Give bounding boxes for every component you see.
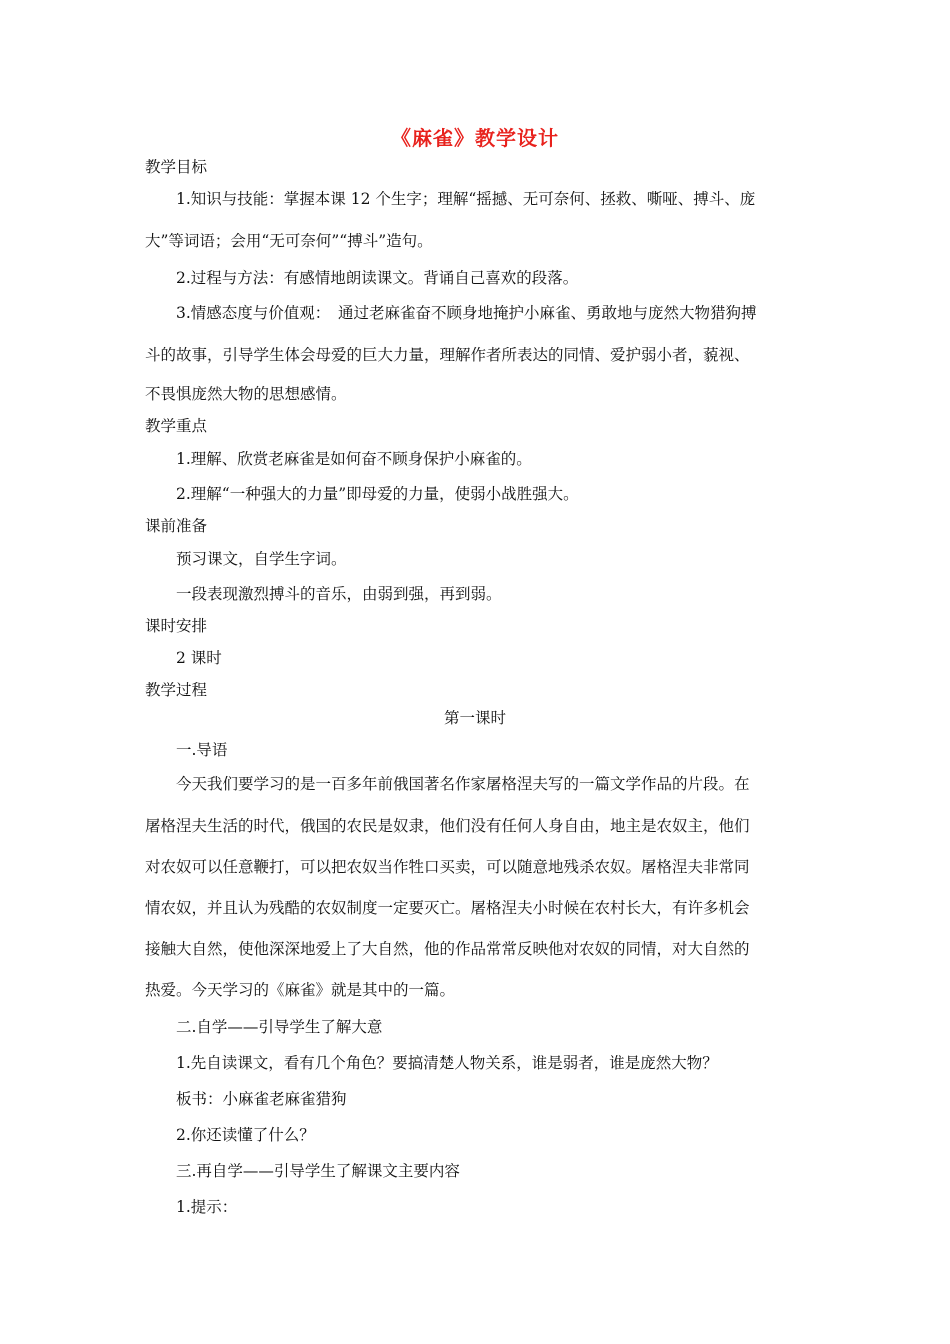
step-3-heading: 三.再自学——引导学生了解课文主要内容 xyxy=(176,1162,460,1180)
objective-3-line-1: 3.情感态度与价值观： 通过老麻雀奋不顾身地掩护小麻雀、勇敢地与庞然大物猎狗搏 xyxy=(176,304,757,322)
intro-paragraph-line-5: 接触大自然，使他深深地爱上了大自然，他的作品常常反映他对农奴的同情，对大自然的 xyxy=(145,940,750,958)
step-2-item-2: 2.你还读懂了什么？ xyxy=(176,1126,315,1144)
objective-3-line-2: 斗的故事，引导学生体会母爱的巨大力量，理解作者所表达的同情、爱护弱小者，藐视、 xyxy=(145,346,750,364)
schedule-value: 2 课时 xyxy=(176,649,222,667)
intro-paragraph-line-1: 今天我们要学习的是一百多年前俄国著名作家屠格涅夫写的一篇文学作品的片段。在 xyxy=(176,775,750,793)
objective-2: 2.过程与方法：有感情地朗读课文。背诵自己喜欢的段落。 xyxy=(176,269,579,287)
blackboard-note: 板书：小麻雀老麻雀猎狗 xyxy=(176,1090,347,1108)
lesson-heading: 第一课时 xyxy=(443,709,506,727)
step-2-heading: 二.自学——引导学生了解大意 xyxy=(176,1018,383,1036)
section-heading-objectives: 教学目标 xyxy=(145,158,208,176)
step-3-item-1: 1.提示： xyxy=(176,1198,238,1216)
step-2-item-1: 1.先自读课文，看有几个角色？要搞清楚人物关系，谁是弱者，谁是庞然大物？ xyxy=(176,1054,718,1072)
objective-1-line-1: 1.知识与技能：掌握本课 12 个生字；理解“摇撼、无可奈何、拯救、嘶哑、搏斗、庞 xyxy=(176,190,756,208)
preparation-1: 预习课文，自学生字词。 xyxy=(176,550,347,568)
section-heading-preparation: 课前准备 xyxy=(145,517,208,535)
intro-paragraph-line-3: 对农奴可以任意鞭打，可以把农奴当作牲口买卖，可以随意地残杀农奴。屠格涅夫非常同 xyxy=(145,858,750,876)
section-heading-key-points: 教学重点 xyxy=(145,417,208,435)
key-point-2: 2.理解“一种强大的力量”即母爱的力量，使弱小战胜强大。 xyxy=(176,485,579,503)
intro-paragraph-line-2: 屠格涅夫生活的时代，俄国的农民是奴隶，他们没有任何人身自由，地主是农奴主，他们 xyxy=(145,817,750,835)
step-1-heading: 一.导语 xyxy=(176,741,228,759)
intro-paragraph-line-6: 热爱。今天学习的《麻雀》就是其中的一篇。 xyxy=(145,981,456,999)
section-heading-process: 教学过程 xyxy=(145,681,208,699)
preparation-2: 一段表现激烈搏斗的音乐，由弱到强，再到弱。 xyxy=(176,585,502,603)
key-point-1: 1.理解、欣赏老麻雀是如何奋不顾身保护小麻雀的。 xyxy=(176,450,532,468)
objective-1-line-2: 大”等词语；会用“无可奈何”“搏斗”造句。 xyxy=(145,232,433,250)
intro-paragraph-line-4: 情农奴，并且认为残酷的农奴制度一定要灭亡。屠格涅夫小时候在农村长大，有许多机会 xyxy=(145,899,750,917)
document-title: 《麻雀》教学设计 xyxy=(391,126,559,150)
section-heading-schedule: 课时安排 xyxy=(145,617,208,635)
objective-3-line-3: 不畏惧庞然大物的思想感情。 xyxy=(145,385,347,403)
